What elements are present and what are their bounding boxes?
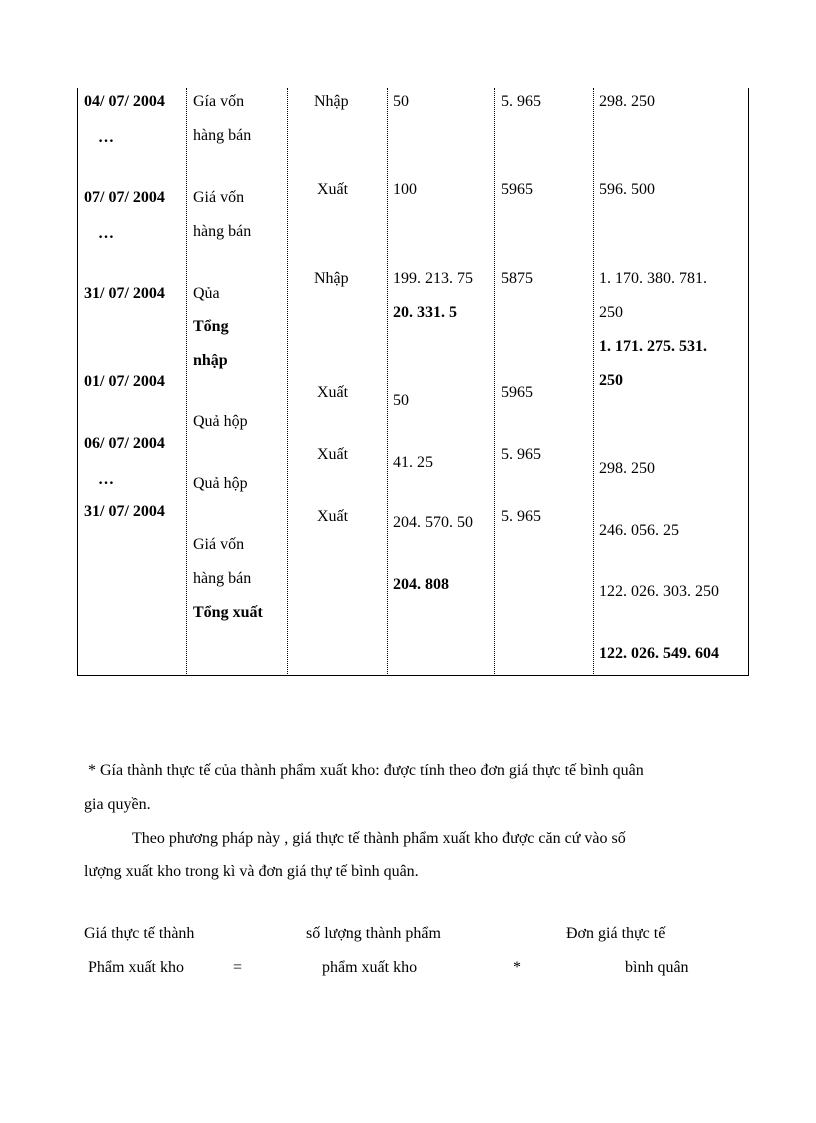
unit-price-cell: 5. 965	[501, 508, 541, 525]
formula-equals: =	[233, 959, 243, 976]
description-cell: Giá vốn	[193, 189, 245, 206]
description-cell: hàng bán	[193, 127, 252, 144]
type-cell: Xuất	[317, 446, 349, 463]
amount-cell: 1. 170. 380. 781.	[599, 270, 707, 287]
description-cell: nhập	[193, 352, 228, 369]
quantity-cell: 204. 570. 50	[393, 514, 473, 531]
amount-cell: 122. 026. 549. 604	[599, 645, 719, 662]
unit-price-cell: 5965	[501, 181, 533, 198]
amount-cell: 298. 250	[599, 93, 655, 110]
date-cell: …	[98, 129, 114, 146]
formula-mid-bottom: phẩm xuất kho	[322, 959, 418, 976]
formula-times: *	[513, 959, 521, 976]
description-cell: Quả hộp	[193, 413, 248, 430]
formula-left-bottom: Phẩm xuất kho	[88, 959, 184, 976]
quantity-cell: 20. 331. 5	[393, 304, 457, 321]
description-cell: Tổng	[193, 318, 229, 335]
amount-cell: 246. 056. 25	[599, 522, 679, 539]
type-cell: Nhập	[314, 93, 349, 110]
quantity-cell: 199. 213. 75	[393, 270, 473, 287]
quantity-cell: 100	[393, 181, 417, 198]
quantity-cell: 50	[393, 392, 409, 409]
unit-price-cell: 5875	[501, 270, 533, 287]
amount-cell: 596. 500	[599, 181, 655, 198]
date-cell: 04/ 07/ 2004	[84, 93, 165, 110]
unit-price-cell: 5965	[501, 384, 533, 401]
amount-cell: 122. 026. 303. 250	[599, 583, 719, 600]
amount-cell: 298. 250	[599, 460, 655, 477]
description-cell: Qủa	[193, 285, 220, 302]
type-cell: Xuất	[317, 508, 349, 525]
description-cell: Quả hộp	[193, 475, 248, 492]
description-cell: Gía vốn	[193, 93, 245, 110]
type-cell: Xuất	[317, 181, 349, 198]
description-cell: hàng bán	[193, 223, 252, 240]
date-cell: 31/ 07/ 2004	[84, 503, 165, 520]
paragraph-text: lượng xuất kho trong kì và đơn giá thự tế bình quân.	[84, 863, 419, 880]
date-cell: …	[98, 225, 114, 242]
table-divider-3	[387, 88, 388, 676]
paragraph-text: * Gía thành thực tế của thành phẩm xuất kho: được tính theo đơn giá thực tế bình quân	[88, 762, 644, 779]
table-divider-2	[287, 88, 288, 676]
formula-left-top: Giá thực tế thành	[84, 925, 195, 942]
date-cell: 31/ 07/ 2004	[84, 285, 165, 302]
formula-right-top: Đơn giá thực tế	[566, 925, 666, 942]
description-cell: Giá vốn	[193, 536, 245, 553]
amount-cell: 1. 171. 275. 531.	[599, 338, 707, 355]
unit-price-cell: 5. 965	[501, 446, 541, 463]
amount-cell: 250	[599, 304, 623, 321]
paragraph-text: Theo phương pháp này , giá thực tế thành phẩm xuất kho được căn cứ vào số	[132, 830, 626, 847]
table-divider-5	[593, 88, 594, 676]
table-border-left	[77, 88, 78, 676]
type-cell: Xuất	[317, 384, 349, 401]
date-cell: 06/ 07/ 2004	[84, 435, 165, 452]
amount-cell: 250	[599, 372, 623, 389]
table-divider-4	[494, 88, 495, 676]
table-border-right	[748, 88, 749, 676]
quantity-cell: 50	[393, 93, 409, 110]
formula-right-bottom: bình quân	[625, 959, 689, 976]
quantity-cell: 41. 25	[393, 454, 433, 471]
table-divider-1	[186, 88, 187, 676]
quantity-cell: 204. 808	[393, 576, 449, 593]
description-cell: hàng bán	[193, 570, 252, 587]
paragraph-text: gia quyền.	[84, 796, 151, 813]
date-cell: 01/ 07/ 2004	[84, 373, 165, 390]
description-cell: Tổng xuất	[193, 604, 263, 621]
table-border-bottom	[77, 675, 749, 676]
date-cell: …	[98, 471, 114, 488]
date-cell: 07/ 07/ 2004	[84, 189, 165, 206]
type-cell: Nhập	[314, 270, 349, 287]
formula-mid-top: số lượng thành phẩm	[306, 925, 441, 942]
unit-price-cell: 5. 965	[501, 93, 541, 110]
